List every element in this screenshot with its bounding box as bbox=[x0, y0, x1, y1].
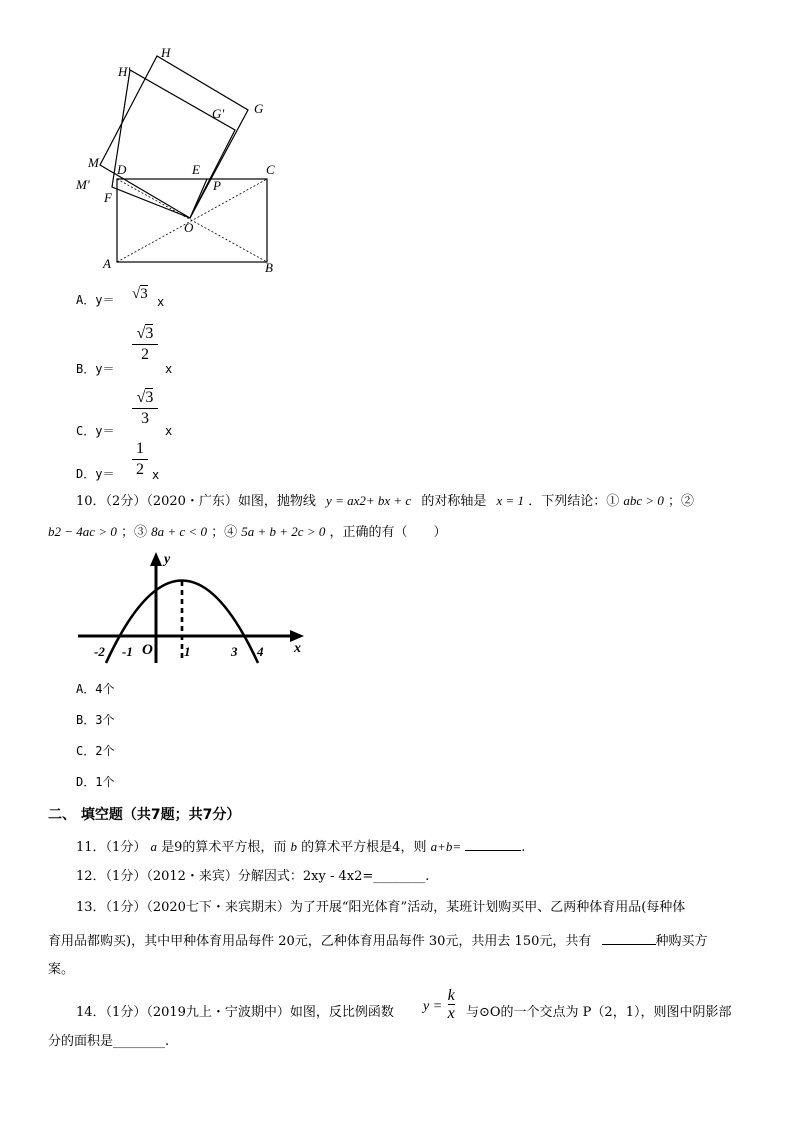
tick-4: 4 bbox=[257, 644, 264, 659]
question-14-line1b: 与⊙O的一个交点为 P（2，1），则图中阴影部 bbox=[466, 1005, 732, 1020]
tick-neg1: -1 bbox=[122, 644, 133, 659]
label-b: B bbox=[265, 260, 273, 275]
option-a-sqrt: √3 bbox=[132, 286, 148, 302]
label-hprime: H' bbox=[118, 64, 131, 79]
label-gprime: G' bbox=[212, 106, 225, 121]
option-d: D．y＝ bbox=[76, 467, 115, 481]
square-one bbox=[100, 56, 248, 218]
label-mprime: M' bbox=[76, 177, 90, 192]
question-13-line1: 13．（1分）（2020七下・来宾期末）为了开展“阳光体育”活动，某班计划购买甲、乙两种体育用品(每种体 bbox=[76, 900, 686, 915]
question-10-line1: 10．（2分）（2020・广东）如图，抛物线 y = ax2+ bx + c 的对称轴是 x = 1 ．下列结论：① abc > 0 ；② bbox=[76, 493, 695, 509]
option-b-x: x bbox=[165, 362, 173, 376]
option-d-fraction: 1 2 bbox=[132, 440, 148, 479]
label-o: O bbox=[184, 220, 194, 235]
graph-origin: O bbox=[142, 642, 153, 658]
option-c-fraction: √3 3 bbox=[132, 389, 158, 428]
label-f: F bbox=[104, 190, 112, 205]
option-b-fraction: √3 2 bbox=[132, 325, 158, 364]
y-arrow bbox=[150, 552, 162, 566]
tick-3: 3 bbox=[231, 644, 238, 659]
question-14-line2: 分的面积是________. bbox=[48, 1034, 170, 1049]
option-d-x: x bbox=[152, 468, 160, 482]
label-h: H bbox=[161, 45, 171, 60]
graph-x-label: x bbox=[294, 641, 301, 656]
answer-blank-13[interactable] bbox=[602, 930, 656, 945]
q10-option-c: C．2个 bbox=[76, 744, 115, 758]
section-heading: 二、 填空题（共7题；共7分） bbox=[48, 807, 241, 823]
question-13-line2: 育用品都购买)，其中甲种体育用品每件 20元，乙种体育用品每件 30元，共用去 150元，共有 种购买方 bbox=[48, 930, 708, 951]
question-12: 12．（1分）（2012・来宾）分解因式：2xy - 4x2=________. bbox=[76, 869, 430, 884]
graph-y-label: y bbox=[164, 552, 171, 567]
label-m: M bbox=[88, 155, 99, 170]
answer-blank[interactable] bbox=[465, 836, 521, 851]
q14-function: y = $\frac{k}{x}$ bbox=[423, 987, 455, 1022]
option-a-x: x bbox=[157, 295, 165, 309]
question-10-line2: b2 − 4ac > 0 ；③ 8a + c < 0 ；④ 5a + b + 2c > 0 ，正确的有（ ） bbox=[48, 524, 447, 540]
option-c: C．y＝ bbox=[76, 424, 115, 438]
q10-option-a: A．4个 bbox=[76, 682, 115, 696]
label-e: E bbox=[192, 162, 200, 177]
question-11: 11．（1分） a 是9的算术平方根，而 b 的算术平方根是4，则 a+b= . bbox=[76, 836, 525, 857]
tick-1: 1 bbox=[184, 644, 191, 659]
question-14-line1: 14．（1分）（2019九上・宁波期中）如图，反比例函数 bbox=[76, 1005, 394, 1020]
tick-neg2: -2 bbox=[94, 644, 105, 659]
label-g: G bbox=[254, 101, 264, 116]
label-d: D bbox=[117, 162, 127, 177]
square-two bbox=[112, 70, 235, 218]
parabola-graph bbox=[76, 548, 306, 668]
label-p: P bbox=[213, 178, 221, 193]
q10-option-d: D．1个 bbox=[76, 775, 115, 789]
option-b: B．y＝ bbox=[76, 362, 115, 376]
option-c-x: x bbox=[165, 424, 173, 438]
option-a: A．y＝ bbox=[76, 293, 115, 307]
label-a: A bbox=[103, 256, 111, 271]
geometry-figure bbox=[70, 40, 290, 280]
question-13-line3: 案。 bbox=[48, 962, 75, 977]
q10-option-b: B．3个 bbox=[76, 713, 115, 727]
label-c: C bbox=[266, 162, 275, 177]
